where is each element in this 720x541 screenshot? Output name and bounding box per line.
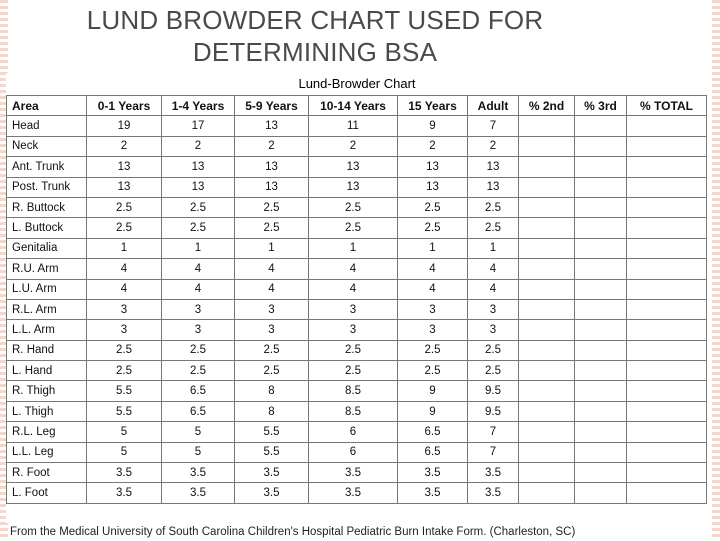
value-cell: 19 xyxy=(87,116,162,136)
burn-entry-cell[interactable] xyxy=(627,218,707,238)
burn-entry-cell[interactable] xyxy=(519,157,575,177)
value-cell: 2.5 xyxy=(87,340,162,360)
value-cell: 2.5 xyxy=(309,340,398,360)
area-cell: R. Foot xyxy=(7,463,87,483)
burn-entry-cell[interactable] xyxy=(627,238,707,258)
value-cell: 4 xyxy=(87,259,162,279)
burn-entry-cell[interactable] xyxy=(519,483,575,503)
value-cell: 4 xyxy=(87,279,162,299)
burn-entry-cell[interactable] xyxy=(575,381,627,401)
header-adult: Adult xyxy=(468,96,519,116)
table-row xyxy=(7,218,707,238)
value-cell: 2.5 xyxy=(87,218,162,238)
value-cell: 2 xyxy=(235,136,309,156)
burn-entry-cell[interactable] xyxy=(575,340,627,360)
burn-entry-cell[interactable] xyxy=(627,259,707,279)
value-cell: 2.5 xyxy=(309,218,398,238)
value-cell: 2.5 xyxy=(162,197,235,217)
value-cell: 17 xyxy=(162,116,235,136)
burn-entry-cell[interactable] xyxy=(575,361,627,381)
burn-entry-cell[interactable] xyxy=(627,279,707,299)
area-cell: Genitalia xyxy=(7,238,87,258)
burn-entry-cell[interactable] xyxy=(627,197,707,217)
value-cell: 2 xyxy=(87,136,162,156)
area-cell: L. Thigh xyxy=(7,401,87,421)
burn-entry-cell[interactable] xyxy=(519,299,575,319)
value-cell: 8 xyxy=(235,401,309,421)
burn-entry-cell[interactable] xyxy=(627,320,707,340)
value-cell: 2 xyxy=(398,136,468,156)
table-row xyxy=(7,177,707,197)
value-cell: 1 xyxy=(398,238,468,258)
value-cell: 4 xyxy=(468,259,519,279)
value-cell: 3.5 xyxy=(468,463,519,483)
burn-entry-cell[interactable] xyxy=(519,136,575,156)
burn-entry-cell[interactable] xyxy=(519,422,575,442)
value-cell: 3 xyxy=(468,299,519,319)
value-cell: 13 xyxy=(235,157,309,177)
value-cell: 2.5 xyxy=(162,340,235,360)
value-cell: 2 xyxy=(468,136,519,156)
burn-entry-cell[interactable] xyxy=(575,218,627,238)
value-cell: 2.5 xyxy=(398,361,468,381)
area-cell: Ant. Trunk xyxy=(7,157,87,177)
area-cell: Post. Trunk xyxy=(7,177,87,197)
value-cell: 2.5 xyxy=(162,218,235,238)
value-cell: 3 xyxy=(87,299,162,319)
burn-entry-cell[interactable] xyxy=(519,463,575,483)
value-cell: 2.5 xyxy=(398,197,468,217)
value-cell: 6.5 xyxy=(162,381,235,401)
value-cell: 5 xyxy=(87,442,162,462)
table-body xyxy=(7,116,707,503)
value-cell: 13 xyxy=(398,157,468,177)
value-cell: 4 xyxy=(468,279,519,299)
header-15-years: 15 Years xyxy=(398,96,468,116)
table-row xyxy=(7,381,707,401)
burn-entry-cell[interactable] xyxy=(627,483,707,503)
burn-entry-cell[interactable] xyxy=(575,422,627,442)
value-cell: 13 xyxy=(468,157,519,177)
value-cell: 3 xyxy=(398,299,468,319)
value-cell: 3 xyxy=(309,320,398,340)
value-cell: 8.5 xyxy=(309,381,398,401)
table-row xyxy=(7,463,707,483)
value-cell: 2.5 xyxy=(468,218,519,238)
value-cell: 13 xyxy=(398,177,468,197)
value-cell: 4 xyxy=(235,279,309,299)
burn-entry-cell[interactable] xyxy=(519,442,575,462)
value-cell: 3.5 xyxy=(162,463,235,483)
value-cell: 1 xyxy=(235,238,309,258)
value-cell: 13 xyxy=(162,177,235,197)
value-cell: 3.5 xyxy=(309,463,398,483)
value-cell: 2.5 xyxy=(87,197,162,217)
value-cell: 5.5 xyxy=(235,422,309,442)
area-cell: R. Buttock xyxy=(7,197,87,217)
table-row xyxy=(7,238,707,258)
header-5-9-years: 5-9 Years xyxy=(235,96,309,116)
value-cell: 2.5 xyxy=(235,361,309,381)
value-cell: 13 xyxy=(87,177,162,197)
value-cell: 6.5 xyxy=(398,442,468,462)
value-cell: 4 xyxy=(398,259,468,279)
value-cell: 3 xyxy=(235,299,309,319)
burn-entry-cell[interactable] xyxy=(519,197,575,217)
value-cell: 2.5 xyxy=(398,340,468,360)
burn-entry-cell[interactable] xyxy=(627,136,707,156)
value-cell: 3 xyxy=(398,320,468,340)
value-cell: 3.5 xyxy=(398,463,468,483)
value-cell: 1 xyxy=(309,238,398,258)
header-1-4-years: 1-4 Years xyxy=(162,96,235,116)
burn-entry-cell[interactable] xyxy=(627,116,707,136)
burn-entry-cell[interactable] xyxy=(519,116,575,136)
value-cell: 3.5 xyxy=(235,463,309,483)
header-area: Area xyxy=(7,96,87,116)
burn-entry-cell[interactable] xyxy=(575,157,627,177)
header-pct-total: % TOTAL xyxy=(627,96,707,116)
slide-right-border xyxy=(712,0,720,540)
table-row xyxy=(7,483,707,503)
value-cell: 2.5 xyxy=(309,361,398,381)
value-cell: 2 xyxy=(309,136,398,156)
value-cell: 4 xyxy=(309,259,398,279)
burn-entry-cell[interactable] xyxy=(575,116,627,136)
table-row xyxy=(7,442,707,462)
value-cell: 1 xyxy=(468,238,519,258)
value-cell: 3 xyxy=(162,320,235,340)
table-row xyxy=(7,320,707,340)
burn-entry-cell[interactable] xyxy=(575,483,627,503)
value-cell: 9 xyxy=(398,116,468,136)
lund-browder-chart xyxy=(6,73,708,523)
table-row xyxy=(7,279,707,299)
burn-entry-cell[interactable] xyxy=(627,463,707,483)
burn-entry-cell[interactable] xyxy=(627,177,707,197)
value-cell: 8.5 xyxy=(309,401,398,421)
value-cell: 3.5 xyxy=(309,483,398,503)
chart-caption: Lund-Browder Chart xyxy=(298,76,416,91)
burn-entry-cell[interactable] xyxy=(627,157,707,177)
value-cell: 3 xyxy=(87,320,162,340)
header-0-1-years: 0-1 Years xyxy=(87,96,162,116)
table-row xyxy=(7,116,707,136)
area-cell: R. Thigh xyxy=(7,381,87,401)
value-cell: 11 xyxy=(309,116,398,136)
lund-browder-table xyxy=(6,95,707,504)
value-cell: 6 xyxy=(309,442,398,462)
burn-entry-cell[interactable] xyxy=(627,361,707,381)
burn-entry-cell[interactable] xyxy=(627,299,707,319)
burn-entry-cell[interactable] xyxy=(575,238,627,258)
value-cell: 5.5 xyxy=(235,442,309,462)
area-cell: L. Foot xyxy=(7,483,87,503)
area-cell: Neck xyxy=(7,136,87,156)
value-cell: 13 xyxy=(309,157,398,177)
burn-entry-cell[interactable] xyxy=(627,422,707,442)
table-row xyxy=(7,361,707,381)
table-header-row xyxy=(7,96,707,116)
value-cell: 6 xyxy=(309,422,398,442)
value-cell: 4 xyxy=(398,279,468,299)
burn-entry-cell[interactable] xyxy=(575,136,627,156)
header-10-14-years: 10-14 Years xyxy=(309,96,398,116)
area-cell: R.U. Arm xyxy=(7,259,87,279)
burn-entry-cell[interactable] xyxy=(627,381,707,401)
burn-entry-cell[interactable] xyxy=(575,177,627,197)
table-row xyxy=(7,299,707,319)
area-cell: L.U. Arm xyxy=(7,279,87,299)
burn-entry-cell[interactable] xyxy=(575,442,627,462)
burn-entry-cell[interactable] xyxy=(627,442,707,462)
area-cell: R.L. Arm xyxy=(7,299,87,319)
value-cell: 3.5 xyxy=(235,483,309,503)
burn-entry-cell[interactable] xyxy=(519,361,575,381)
value-cell: 9.5 xyxy=(468,381,519,401)
burn-entry-cell[interactable] xyxy=(519,401,575,421)
value-cell: 5 xyxy=(87,422,162,442)
value-cell: 1 xyxy=(162,238,235,258)
value-cell: 9 xyxy=(398,401,468,421)
burn-entry-cell[interactable] xyxy=(519,259,575,279)
value-cell: 3 xyxy=(235,320,309,340)
value-cell: 3.5 xyxy=(87,463,162,483)
area-cell: L. Buttock xyxy=(7,218,87,238)
value-cell: 2.5 xyxy=(235,218,309,238)
value-cell: 9.5 xyxy=(468,401,519,421)
value-cell: 5 xyxy=(162,422,235,442)
burn-entry-cell[interactable] xyxy=(519,340,575,360)
area-cell: L.L. Leg xyxy=(7,442,87,462)
area-cell: L. Hand xyxy=(7,361,87,381)
burn-entry-cell[interactable] xyxy=(519,218,575,238)
value-cell: 3.5 xyxy=(468,483,519,503)
value-cell: 4 xyxy=(162,259,235,279)
value-cell: 2.5 xyxy=(468,197,519,217)
burn-entry-cell[interactable] xyxy=(575,320,627,340)
burn-entry-cell[interactable] xyxy=(575,401,627,421)
burn-entry-cell[interactable] xyxy=(575,279,627,299)
area-cell: L.L. Arm xyxy=(7,320,87,340)
burn-entry-cell[interactable] xyxy=(575,197,627,217)
value-cell: 3 xyxy=(309,299,398,319)
burn-entry-cell[interactable] xyxy=(575,259,627,279)
value-cell: 2.5 xyxy=(309,197,398,217)
header-pct-2nd: % 2nd xyxy=(519,96,575,116)
value-cell: 2.5 xyxy=(235,197,309,217)
slide-title xyxy=(0,4,630,68)
value-cell: 7 xyxy=(468,442,519,462)
value-cell: 6.5 xyxy=(162,401,235,421)
table-row xyxy=(7,157,707,177)
value-cell: 13 xyxy=(235,116,309,136)
value-cell: 8 xyxy=(235,381,309,401)
burn-entry-cell[interactable] xyxy=(519,279,575,299)
value-cell: 13 xyxy=(468,177,519,197)
table-row xyxy=(7,340,707,360)
value-cell: 1 xyxy=(87,238,162,258)
value-cell: 2.5 xyxy=(235,340,309,360)
slide-title-line-2: DETERMINING BSA xyxy=(192,37,438,67)
value-cell: 2.5 xyxy=(468,340,519,360)
table-row xyxy=(7,197,707,217)
table-row xyxy=(7,136,707,156)
value-cell: 13 xyxy=(309,177,398,197)
value-cell: 4 xyxy=(162,279,235,299)
value-cell: 4 xyxy=(309,279,398,299)
burn-entry-cell[interactable] xyxy=(519,381,575,401)
area-cell: R. Hand xyxy=(7,340,87,360)
value-cell: 9 xyxy=(398,381,468,401)
value-cell: 5 xyxy=(162,442,235,462)
table-row xyxy=(7,259,707,279)
value-cell: 7 xyxy=(468,116,519,136)
value-cell: 3 xyxy=(162,299,235,319)
value-cell: 2 xyxy=(162,136,235,156)
value-cell: 4 xyxy=(235,259,309,279)
burn-entry-cell[interactable] xyxy=(575,463,627,483)
value-cell: 3.5 xyxy=(398,483,468,503)
value-cell: 6.5 xyxy=(398,422,468,442)
value-cell: 5.5 xyxy=(87,381,162,401)
value-cell: 2.5 xyxy=(398,218,468,238)
value-cell: 13 xyxy=(87,157,162,177)
burn-entry-cell[interactable] xyxy=(575,299,627,319)
area-cell: R.L. Leg xyxy=(7,422,87,442)
table-row xyxy=(7,422,707,442)
value-cell: 13 xyxy=(162,157,235,177)
value-cell: 2.5 xyxy=(468,361,519,381)
value-cell: 2.5 xyxy=(87,361,162,381)
value-cell: 3.5 xyxy=(87,483,162,503)
source-citation: From the Medical University of South Carolina Children's Hospital Pediatric Burn Intake Form. (Charleston, SC) xyxy=(10,526,576,538)
value-cell: 7 xyxy=(468,422,519,442)
burn-entry-cell[interactable] xyxy=(519,320,575,340)
table-row xyxy=(7,401,707,421)
value-cell: 5.5 xyxy=(87,401,162,421)
value-cell: 13 xyxy=(235,177,309,197)
value-cell: 3.5 xyxy=(162,483,235,503)
burn-entry-cell[interactable] xyxy=(627,340,707,360)
value-cell: 3 xyxy=(468,320,519,340)
value-cell: 2.5 xyxy=(162,361,235,381)
slide-title-line-1: LUND BROWDER CHART USED FOR xyxy=(86,5,544,35)
burn-entry-cell[interactable] xyxy=(519,238,575,258)
area-cell: Head xyxy=(7,116,87,136)
burn-entry-cell[interactable] xyxy=(519,177,575,197)
header-pct-3rd: % 3rd xyxy=(575,96,627,116)
burn-entry-cell[interactable] xyxy=(627,401,707,421)
